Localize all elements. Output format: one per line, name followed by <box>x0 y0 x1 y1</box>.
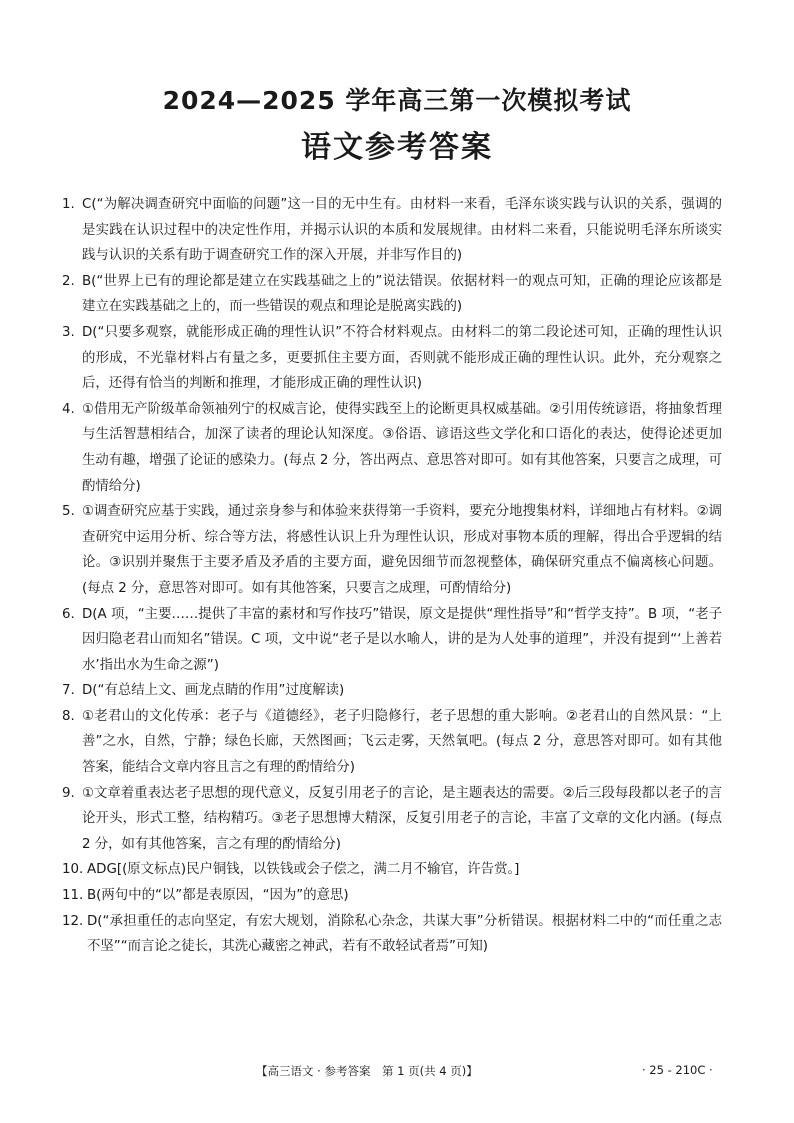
answer-number: 6. <box>62 606 75 622</box>
answer-text: B(“世界上已有的理论都是建立在实践基础之上的”说法错误。依据材料一的观点可知，正确的理论应该都是建立在实践基础之上的，而一些错误的观点和理论是脱离实践的) <box>82 273 722 315</box>
answer-number: 2. <box>62 273 75 289</box>
answer-number: 9. <box>62 785 75 801</box>
answer-text: ①调查研究应基于实践，通过亲身参与和体验来获得第一手资料，要充分地搜集材料，详细地占有材料。②调查研究中运用分析、综合等方法，将感性认识上升为理性认识，形成对事物本质的理解，得出合乎逻辑的结论。③识别并聚焦于主要矛盾及矛盾的主要方面，避免因细节而忽视整体，确保研究重点不偏离核心问题。(每点 2 分，意思答对即可。如有其他答案，只要言之成理，可酌情给分) <box>82 504 722 596</box>
answer-number: 11. <box>62 888 84 904</box>
document-subtitle: 语文参考答案 <box>301 130 493 165</box>
answer-number: 12. <box>62 913 84 929</box>
answer-number: 8. <box>62 708 75 724</box>
answer-item <box>62 883 722 909</box>
footer-code: · 25 - 210C · <box>642 1063 713 1077</box>
answer-number: 7. <box>62 683 75 699</box>
answer-text: D(“有总结上文、画龙点睛的作用”过度解读) <box>82 683 345 699</box>
exam-title: 2024—2025 学年高三第一次模拟考试 <box>162 86 632 115</box>
answer-item <box>62 320 722 397</box>
answer-text: ①老君山的文化传承：老子与《道德经》，老子归隐修行，老子思想的重大影响。②老君山的自然风景：“上善”之水，自然，宁静；绿色长廊，天然图画；飞云走雾，天然氧吧。(每点 2 分，意思答对即可。如有其他答案，能结合文章内容且言之有理的酌情给分) <box>82 708 722 776</box>
answer-item <box>62 678 722 704</box>
answer-item <box>62 192 722 269</box>
answer-text: D(A 项，“主要……提供了丰富的素材和写作技巧”错误，原文是提供“理性指导”和“哲学支持”。B 项，“老子因归隐老君山而知名”错误。C 项，文中说“老子是以水喻人，讲的是为人处事的道理”，并没有提到“‘上善若水’指出水为生命之源”) <box>82 606 722 673</box>
answer-item <box>62 704 722 781</box>
answer-item <box>62 781 722 858</box>
answer-number: 3. <box>62 324 75 340</box>
answer-list <box>62 192 722 960</box>
answer-text: D(“承担重任的志向坚定，有宏大规划，消除私心杂念，共谋大事”分析错误。根据材料二中的“而任重之志不坚”“而言论之徒长，其洗心藏密之神武，若有不敢轻试者焉”可知) <box>87 913 722 955</box>
answer-item <box>62 269 722 320</box>
answer-number: 10. <box>62 862 84 878</box>
footer-page-info: 【高三语文 · 参考答案 第 1 页(共 4 页)】 <box>256 1064 478 1078</box>
answer-text: B(两句中的“以”都是表原因，“因为”的意思) <box>87 888 349 904</box>
answer-text: ADG[(原文标点)民户铜钱，以铁钱或会子偿之，满二月不输官，许告赏。] <box>87 862 520 878</box>
answer-text: C(“为解决调查研究中面临的问题”这一目的无中生有。由材料一来看，毛泽东谈实践与认识的关系，强调的是实践在认识过程中的决定性作用，并揭示认识的本质和发展规律。由材料二来看，只能说明毛泽东所谈实践与认识的关系有助于调查研究工作的深入开展，并非写作目的) <box>82 197 722 264</box>
page-footer <box>0 1063 794 1083</box>
answer-item <box>62 397 722 499</box>
answer-item <box>62 499 722 601</box>
answer-text: ①借用无产阶级革命领袖列宁的权威言论，使得实践至上的论断更具权威基础。②引用传统谚语，将抽象哲理与生活智慧相结合，加深了读者的理论认知深度。③俗语、谚语这些文学化和口语化的表达，使得论述更加生动有趣，增强了论证的感染力。(每点 2 分，答出两点、意思答对即可。如有其他答案，只要言之成理，可酌情给分) <box>82 401 722 494</box>
answer-item <box>62 857 722 883</box>
answer-number: 5. <box>62 504 75 520</box>
answer-item <box>62 909 722 960</box>
answer-text: D(“只要多观察，就能形成正确的理性认识”不符合材料观点。由材料二的第二段论述可知，正确的理性认识的形成，不光靠材料占有量之多，更要抓住主要方面，否则就不能形成正确的理性认识。此外，充分观察之后，还得有恰当的判断和推理，才能形成正确的理性认识) <box>82 324 722 392</box>
answer-number: 4. <box>62 401 75 417</box>
answer-number: 1. <box>62 197 75 212</box>
answer-text: ①文章着重表达老子思想的现代意义，反复引用老子的言论，是主题表达的需要。②后三段每段都以老子的言论开头，形式工整，结构精巧。③老子思想博大精深，反复引用老子的言论，丰富了文章的文化内涵。(每点 2 分，如有其他答案，言之有理的酌情给分) <box>82 785 722 852</box>
answer-item <box>62 602 722 679</box>
